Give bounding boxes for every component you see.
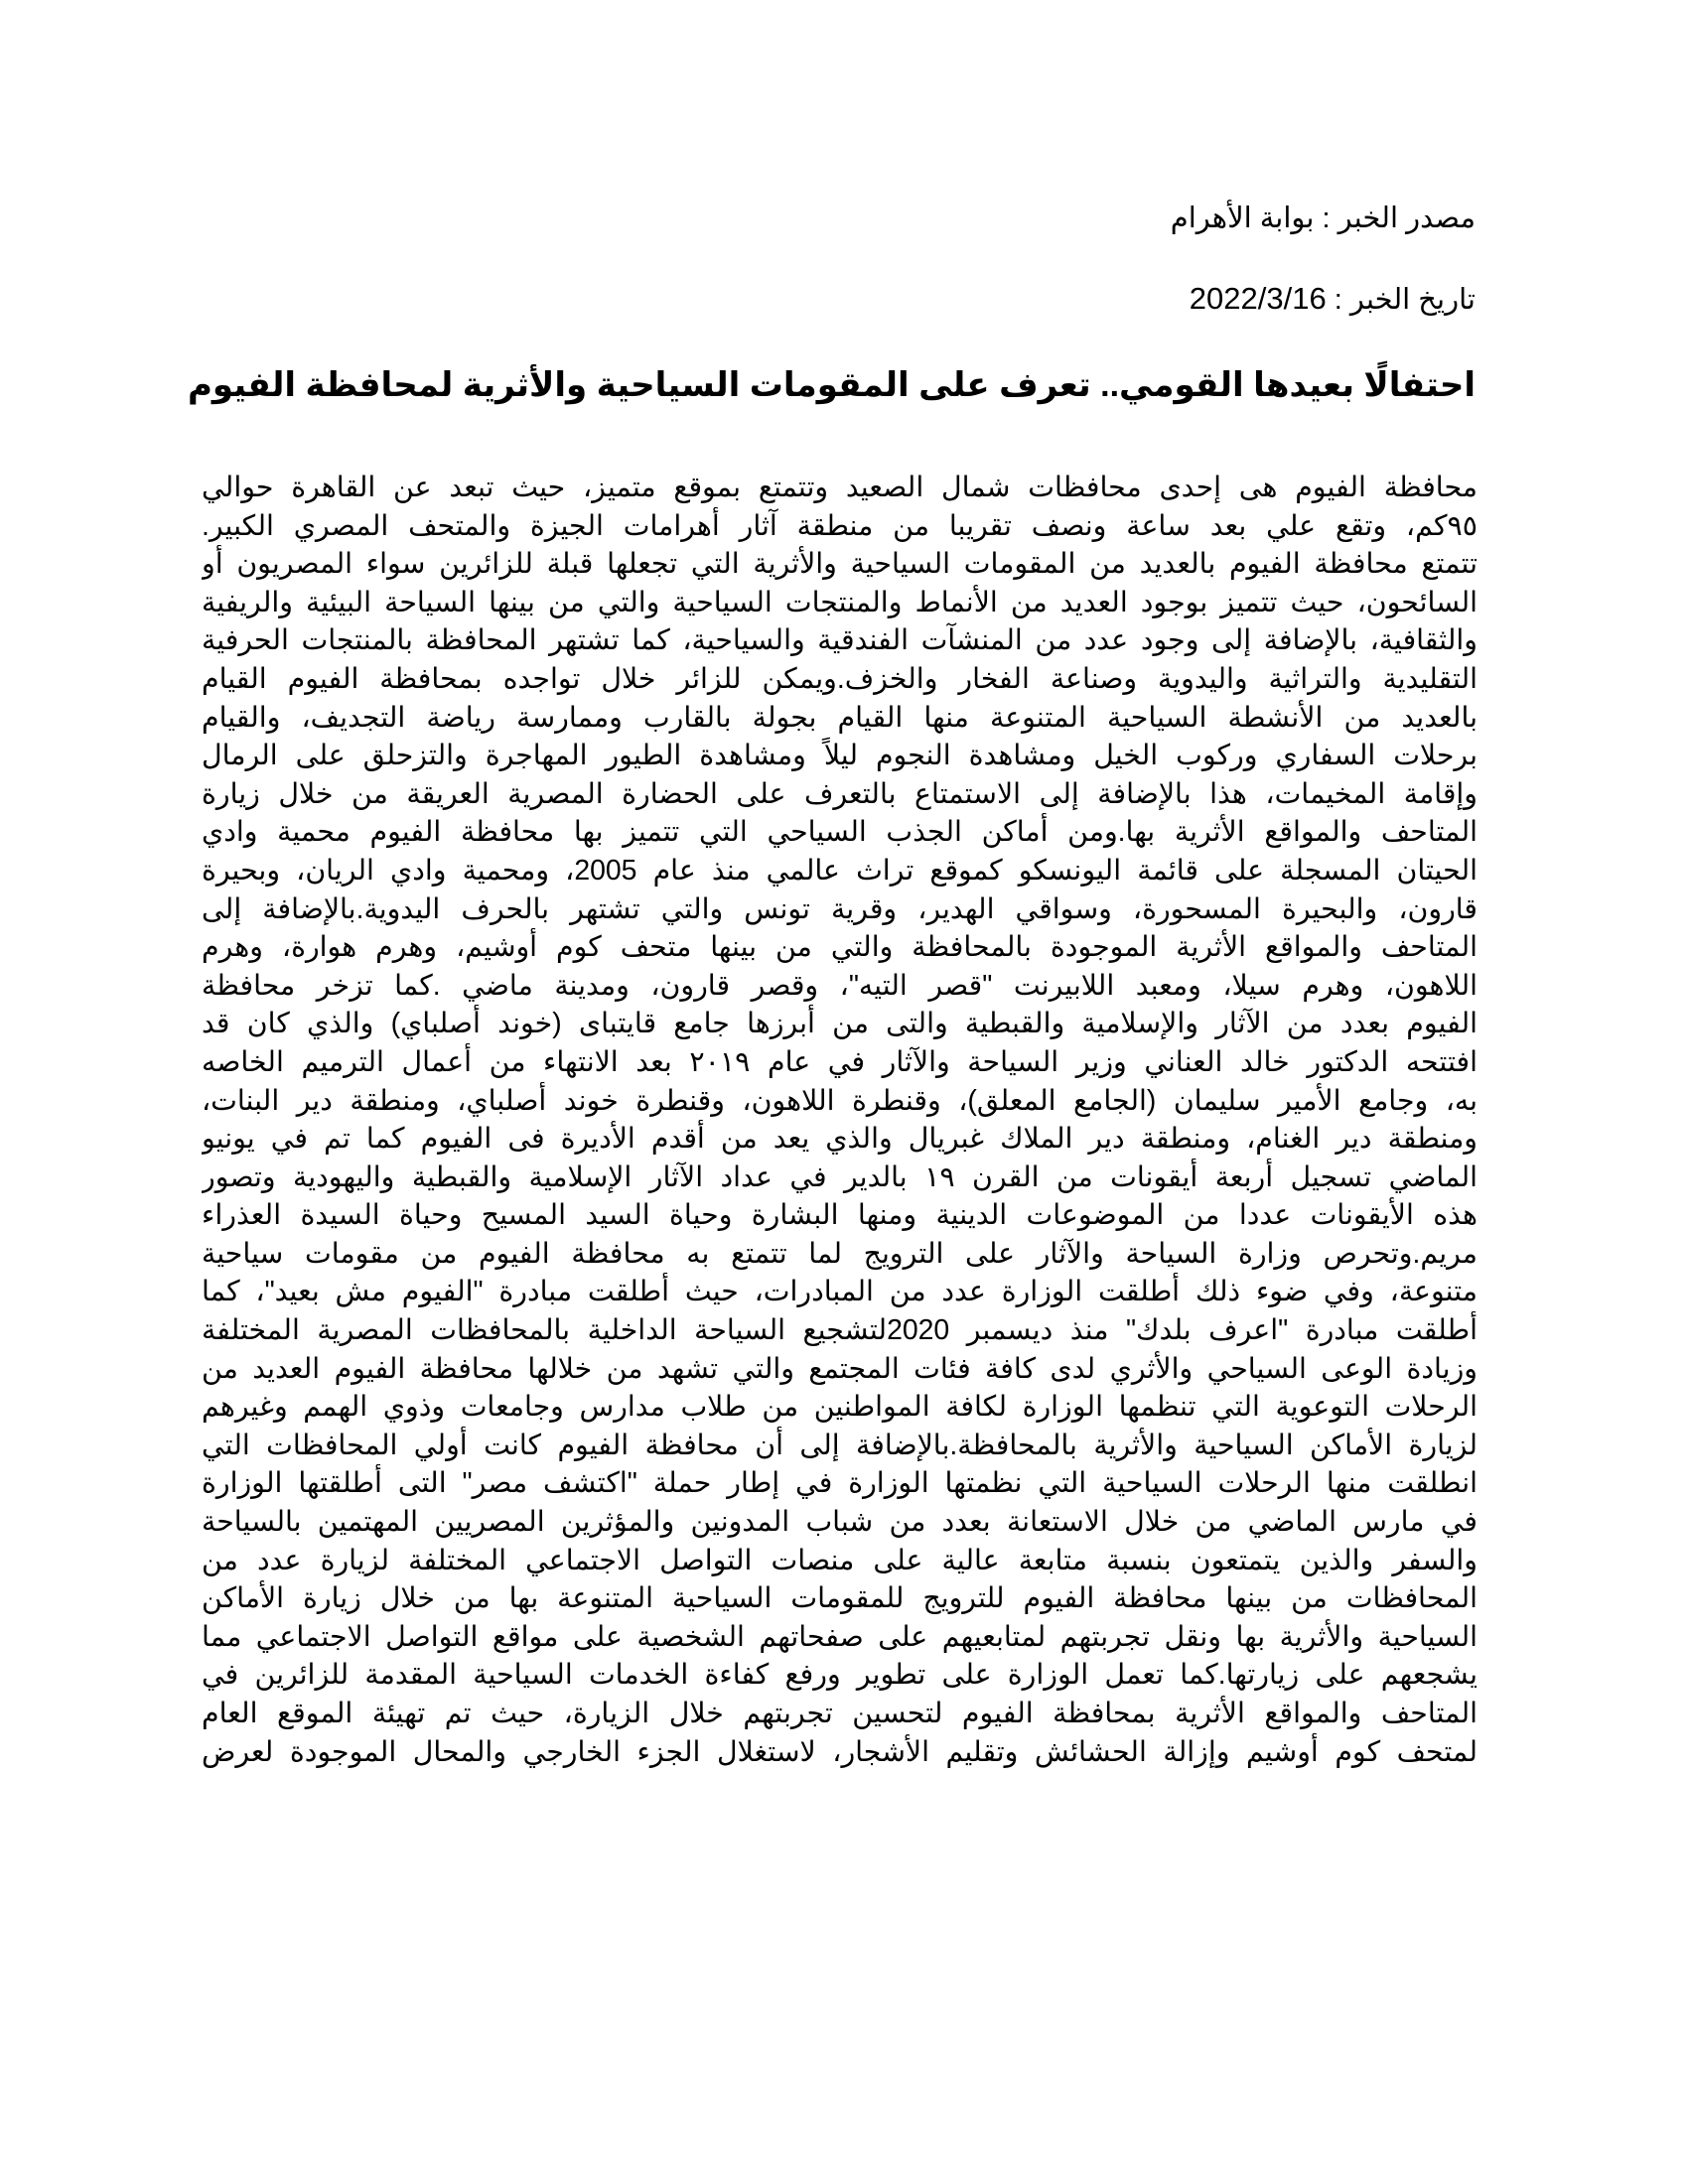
body-line: انطلقت منها الرحلات السياحية التي نظمتها الوزارة في إطار حملة "اكتشف مصر" التى أطلقتها الوزارة (202, 1467, 1477, 1500)
body-line: هذه الأيقونات عددا من الموضوعات الدينية ومنها البشارة وحياة السيد المسيح وحياة السيدة العذراء (202, 1199, 1477, 1232)
body-line: السائحون، حيث تتميز بوجود العديد من الأنماط والمنتجات السياحية والتي من بينها السياحة البيئية والريفية (202, 586, 1477, 618)
body-line: مريم.وتحرص وزارة السياحة والآثار على الترويج لما تتمتع به محافظة الفيوم من مقومات سياحية (202, 1237, 1477, 1270)
news-source-value: بوابة الأهرام (1170, 203, 1315, 234)
article-title: احتفالًا بعيدها القومي.. تعرف على المقومات السياحية والأثرية لمحافظة الفيوم (188, 366, 1476, 404)
article-body (202, 469, 1477, 1771)
body-line: الفيوم بعدد من الآثار والإسلامية والقبطية والتى من أبرزها جامع قايتباى (خوند أصلباي) والذي كان قد (202, 1008, 1477, 1040)
body-line: متنوعة، وفي ضوء ذلك أطلقت الوزارة عدد من المبادرات، حيث أطلقت مبادرة "الفيوم مش بعيد"، كما (202, 1276, 1477, 1308)
body-line: لمتحف كوم أوشيم وإزالة الحشائش وتقليم الأشجار، لاستغلال الجزء الخارجي والمحال الموجودة لعرض (202, 1735, 1477, 1768)
body-line: التقليدية والتراثية واليدوية وصناعة الفخار والخزف.ويمكن للزائر خلال تواجده بمحافظة الفيوم القيام (202, 662, 1477, 695)
body-line: أطلقت مبادرة "اعرف بلدك" منذ ديسمبر 2020لتشجيع السياحة الداخلية بالمحافظات المصرية المختلفة (202, 1314, 1477, 1347)
body-line: الماضي تسجيل أربعة أيقونات من القرن ١٩ بالدير في عداد الآثار الإسلامية والقبطية واليهودية وتصور (202, 1160, 1477, 1193)
body-line: الرحلات التوعوية التي تنظمها الوزارة لكافة المواطنين من طلاب مدارس وجامعات وذوي الهمم وغيرهم (202, 1391, 1477, 1424)
body-line: ومنطقة دير الغنام، ومنطقة دير الملاك غبريال والذي يعد من أقدم الأديرة فى الفيوم كما تم في يونيو (202, 1123, 1477, 1156)
body-line: وإقامة المخيمات، هذا بالإضافة إلى الاستمتاع بالتعرف على الحضارة المصرية العريقة من خلال زيارة (202, 777, 1477, 810)
body-line: المحافظات من بينها محافظة الفيوم للترويج للمقومات السياحية المتنوعة بها من خلال زيارة الأماكن (202, 1582, 1477, 1615)
body-line: المتاحف والمواقع الأثرية بها.ومن أماكن الجذب السياحي التي تتميز بها محافظة الفيوم محمية وادي (202, 816, 1477, 849)
body-line: افتتحه الدكتور خالد العناني وزير السياحة والآثار في عام ٢٠١٩ بعد الانتهاء من أعمال الترميم الخاصه (202, 1045, 1477, 1078)
body-line: بالعديد من الأنشطة السياحية المتنوعة منها القيام بجولة بالقارب وممارسة رياضة التجديف، والقيام (202, 701, 1477, 734)
news-source-label: مصدر الخبر : (1314, 203, 1476, 234)
body-line: اللاهون، وهرم سيلا، ومعبد اللابيرنت "قصر التيه"، وقصر قارون، ومدينة ماضي .كما تزخر محافظة (202, 969, 1477, 1002)
body-line: محافظة الفيوم هى إحدى محافظات شمال الصعيد وتتمتع بموقع متميز، حيث تبعد عن القاهرة حوالي (202, 472, 1477, 503)
body-line: المتاحف والمواقع الأثرية بمحافظة الفيوم لتحسين تجربتهم خلال الزيارة، حيث تم تهيئة الموقع العام (202, 1698, 1477, 1729)
body-line: والسفر والذين يتمتعون بنسبة متابعة عالية على منصات التواصل الاجتماعي المختلفة لزيارة عدد من (202, 1544, 1477, 1576)
news-date-value: 2022/3/16 (1189, 281, 1327, 316)
body-line: الحيتان المسجلة على قائمة اليونسكو كموقع تراث عالمي منذ عام 2005، ومحمية وادي الريان، وبحيرة (202, 854, 1477, 887)
body-line: يشجعهم على زيارتها.كما تعمل الوزارة على تطوير ورفع كفاءة الخدمات السياحية المقدمة للزائرين في (202, 1659, 1477, 1692)
news-source-line (483, 201, 1476, 236)
body-line: وزيادة الوعى السياحي والأثري لدى كافة فئات المجتمع والتي تشهد من خلالها محافظة الفيوم العديد من (202, 1352, 1477, 1385)
body-line: ٩٥كم، وتقع علي بعد ساعة ونصف تقريبا من منطقة آثار أهرامات الجيزة والمتحف المصري الكبير. (202, 509, 1477, 542)
body-line: السياحية والأثرية بها ونقل تجربتهم لمتابعيهم على صفحاتهم الشخصية على مواقع التواصل الاجتماعي مما (202, 1620, 1477, 1653)
body-line: المتاحف والمواقع الأثرية الموجودة بالمحافظة والتي من بينها متحف كوم أوشيم، وهرم هوارة، وهرم (202, 931, 1477, 964)
body-line: في مارس الماضي من خلال الاستعانة بعدد من شباب المدونين والمؤثرين المصريين المهتمين بالسياحة (202, 1506, 1477, 1539)
body-line: والثقافية، بالإضافة إلى وجود عدد من المنشآت الفندقية والسياحية، كما تشتهر المحافظة بالمنتجات الحرفية (202, 624, 1477, 657)
body-line: لزيارة الأماكن السياحية والأثرية بالمحافظة.بالإضافة إلى أن محافظة الفيوم كانت أولي المحافظات التي (202, 1429, 1477, 1461)
body-line: برحلات السفاري وركوب الخيل ومشاهدة النجوم ليلاً ومشاهدة الطيور المهاجرة والتزحلق على الرمال (202, 740, 1477, 772)
news-date-label: تاريخ الخبر : (1326, 284, 1476, 316)
body-line: تتمتع محافظة الفيوم بالعديد من المقومات السياحية والأثرية التي تجعلها قبلة للزائرين سواء المصريون أو (202, 548, 1477, 581)
body-line: قارون، والبحيرة المسحورة، وسواقي الهدير، وقرية تونس والتي تشتهر بالحرف اليدوية.بالإضافة إلى (202, 892, 1477, 925)
body-line: به، وجامع الأمير سليمان (الجامع المعلق)، وقنطرة اللاهون، وقنطرة خوند أصلباي، ومنطقة دير البنات، (202, 1084, 1477, 1117)
news-date-line (483, 281, 1476, 318)
